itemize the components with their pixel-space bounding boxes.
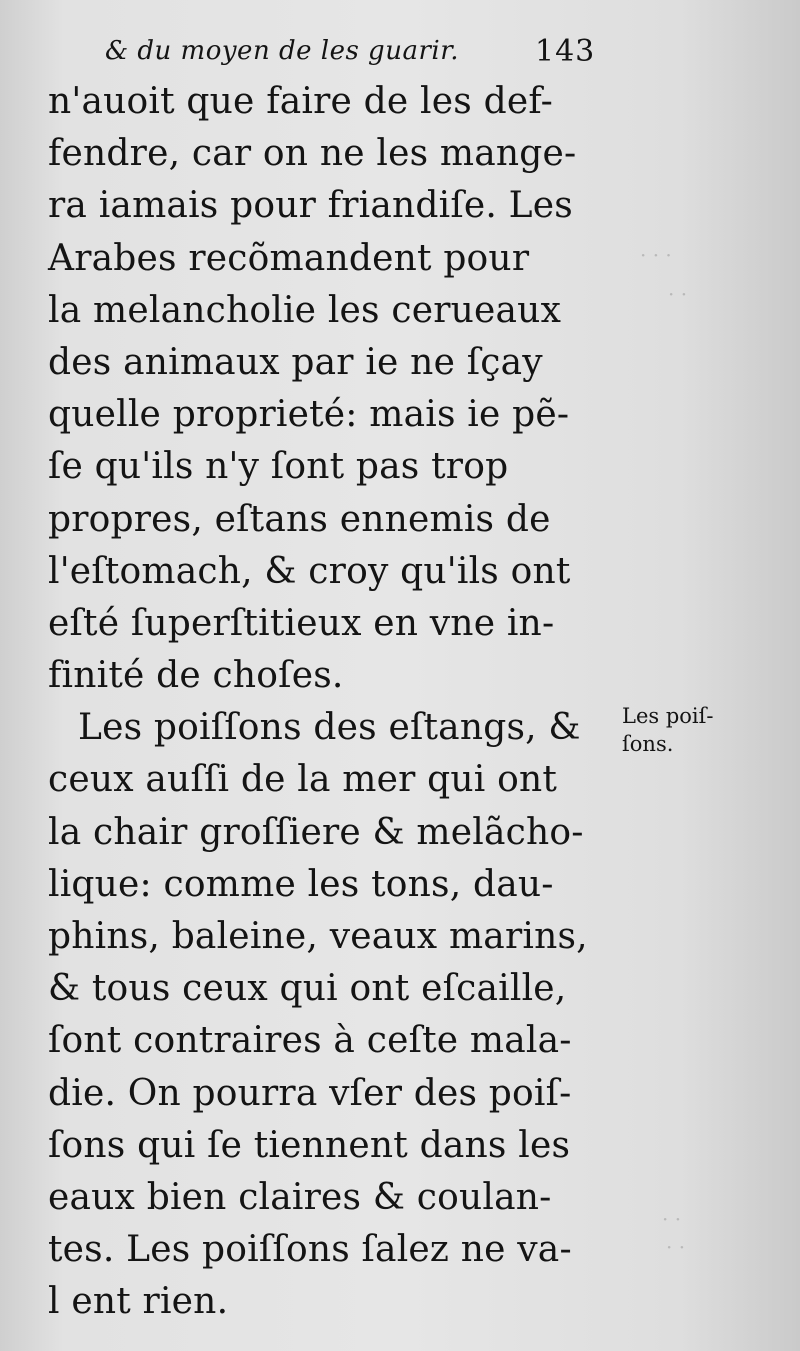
text-line: l'eſtomach, & croy qu'ils ont — [48, 550, 571, 592]
show-through-mark: · · — [666, 1235, 686, 1259]
text-line: eaux bien claires & coulan- — [48, 1176, 552, 1218]
margin-note-line: ſons. — [622, 732, 674, 756]
page-number: 143 — [535, 34, 596, 69]
text-line: ſons qui ſe tiennent dans les — [48, 1124, 571, 1166]
paragraph-start-line: Les poiſſons des eſtangs, & — [78, 707, 581, 749]
text-line: ceux auſſi de la mer qui ont — [48, 759, 558, 801]
text-line: fendre, car on ne les mange- — [48, 133, 577, 175]
text-line: ſont contraires à ceſte mala- — [48, 1020, 572, 1062]
text-line: & tous ceux qui ont eſcaille, — [48, 968, 567, 1010]
show-through-mark: · · · — [640, 243, 672, 267]
text-line: ſe qu'ils n'y ſont pas trop — [48, 446, 509, 488]
text-line: ra iamais pour friandiſe. Les — [48, 185, 573, 227]
text-line: phins, baleine, veaux marins, — [48, 916, 588, 957]
text-line: des animaux par ie ne ſçay — [48, 341, 543, 383]
body-text — [48, 76, 613, 1329]
text-line: l ent rien. — [48, 1281, 229, 1323]
margin-note-line: Les poiſ- — [622, 704, 714, 728]
text-line: quelle proprieté: mais ie pẽ- — [48, 394, 570, 436]
margin-note — [622, 702, 772, 758]
text-line: die. On pourra vſer des poiſ- — [48, 1072, 572, 1114]
text-line: Arabes recõmandent pour — [48, 237, 530, 279]
text-line: n'auoit que faire de les def- — [48, 81, 553, 122]
running-head: & du moyen de les guarir. — [105, 36, 460, 66]
show-through-mark: · · — [668, 282, 688, 306]
text-line: propres, eſtans ennemis de — [48, 498, 551, 540]
page-header — [105, 28, 605, 78]
text-line: la melancholie les cerueaux — [48, 289, 562, 331]
text-line: la chair groſſiere & melãcho- — [48, 811, 584, 853]
show-through-mark: · · — [662, 1207, 682, 1231]
text-line: eſté ſuperſtitieux en vne in- — [48, 602, 555, 644]
text-line: finité de choſes. — [48, 655, 344, 697]
text-line: lique: comme les tons, dau- — [48, 863, 554, 905]
text-line: tes. Les poiſſons ſalez ne va- — [48, 1229, 572, 1271]
